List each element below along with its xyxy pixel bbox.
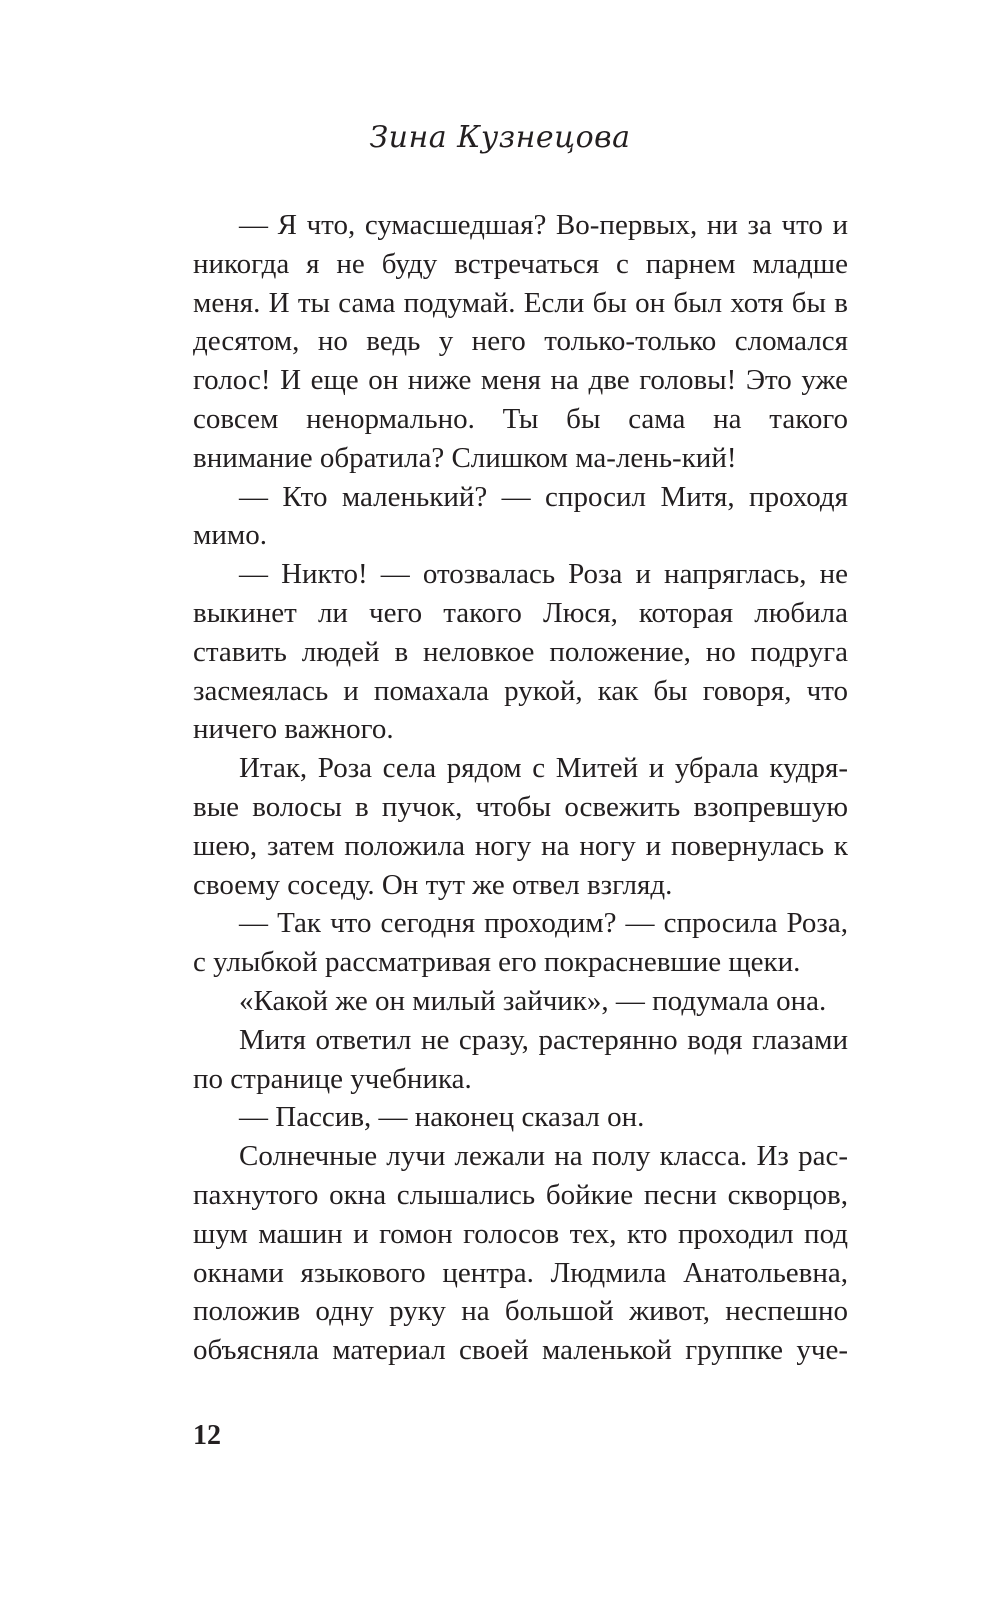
running-head-author: Зина Кузнецова (369, 120, 631, 155)
paragraph: — Никто! — отозвалась Роза и напряглась, не выкинет ли чего такого Люся, которая любила ставить людей в неловкое положение, но подруга засмеялась и помахала рукой, как бы говоря, что ничего важного. (193, 558, 848, 746)
paragraph: «Какой же он милый зайчик», — подумала она. (239, 984, 827, 1017)
page-number: 12 (193, 1420, 221, 1451)
paragraph: Солнечные лучи лежали на полу класса. Из распахнутого окна слышались бойкие песни скворцов, шум машин и гомон голосов тех, кто проходил под окнами языкового центра. Людмила Анатольевна, положив одну руку на большой живот, неспешно объясняла материал своей маленькой группке уче- (193, 1140, 848, 1367)
paragraph: — Пассив, — наконец сказал он. (239, 1101, 645, 1134)
paragraph: — Я что, сумасшедшая? Во-первых, ни за что и никогда я не буду встречаться с парнем младше меня. И ты сама подумай. Если бы он был хотя бы в десятом, но ведь у него только-только сломался голос! И еще он ниже меня на две головы! Это уже совсем ненормально. Ты бы сама на такого внимание обратила? Слишком ма-лень-кий! (193, 209, 848, 474)
paragraph: Митя ответил не сразу, растерянно водя глазами по странице учебника. (193, 1023, 848, 1095)
paragraph: Итак, Роза села рядом с Митей и убрала кудрявые волосы в пучок, чтобы освежить взопревшую шею, затем положила ногу на ногу и повернулась к своему соседу. Он тут же отвел взгляд. (193, 752, 848, 901)
paragraph: — Так что сегодня проходим? — спросила Роза, с улыбкой рассматривая его покрасневшие щеки. (193, 907, 848, 979)
body-text (193, 206, 848, 1370)
paragraph: — Кто маленький? — спросил Митя, проходя мимо. (193, 480, 848, 552)
